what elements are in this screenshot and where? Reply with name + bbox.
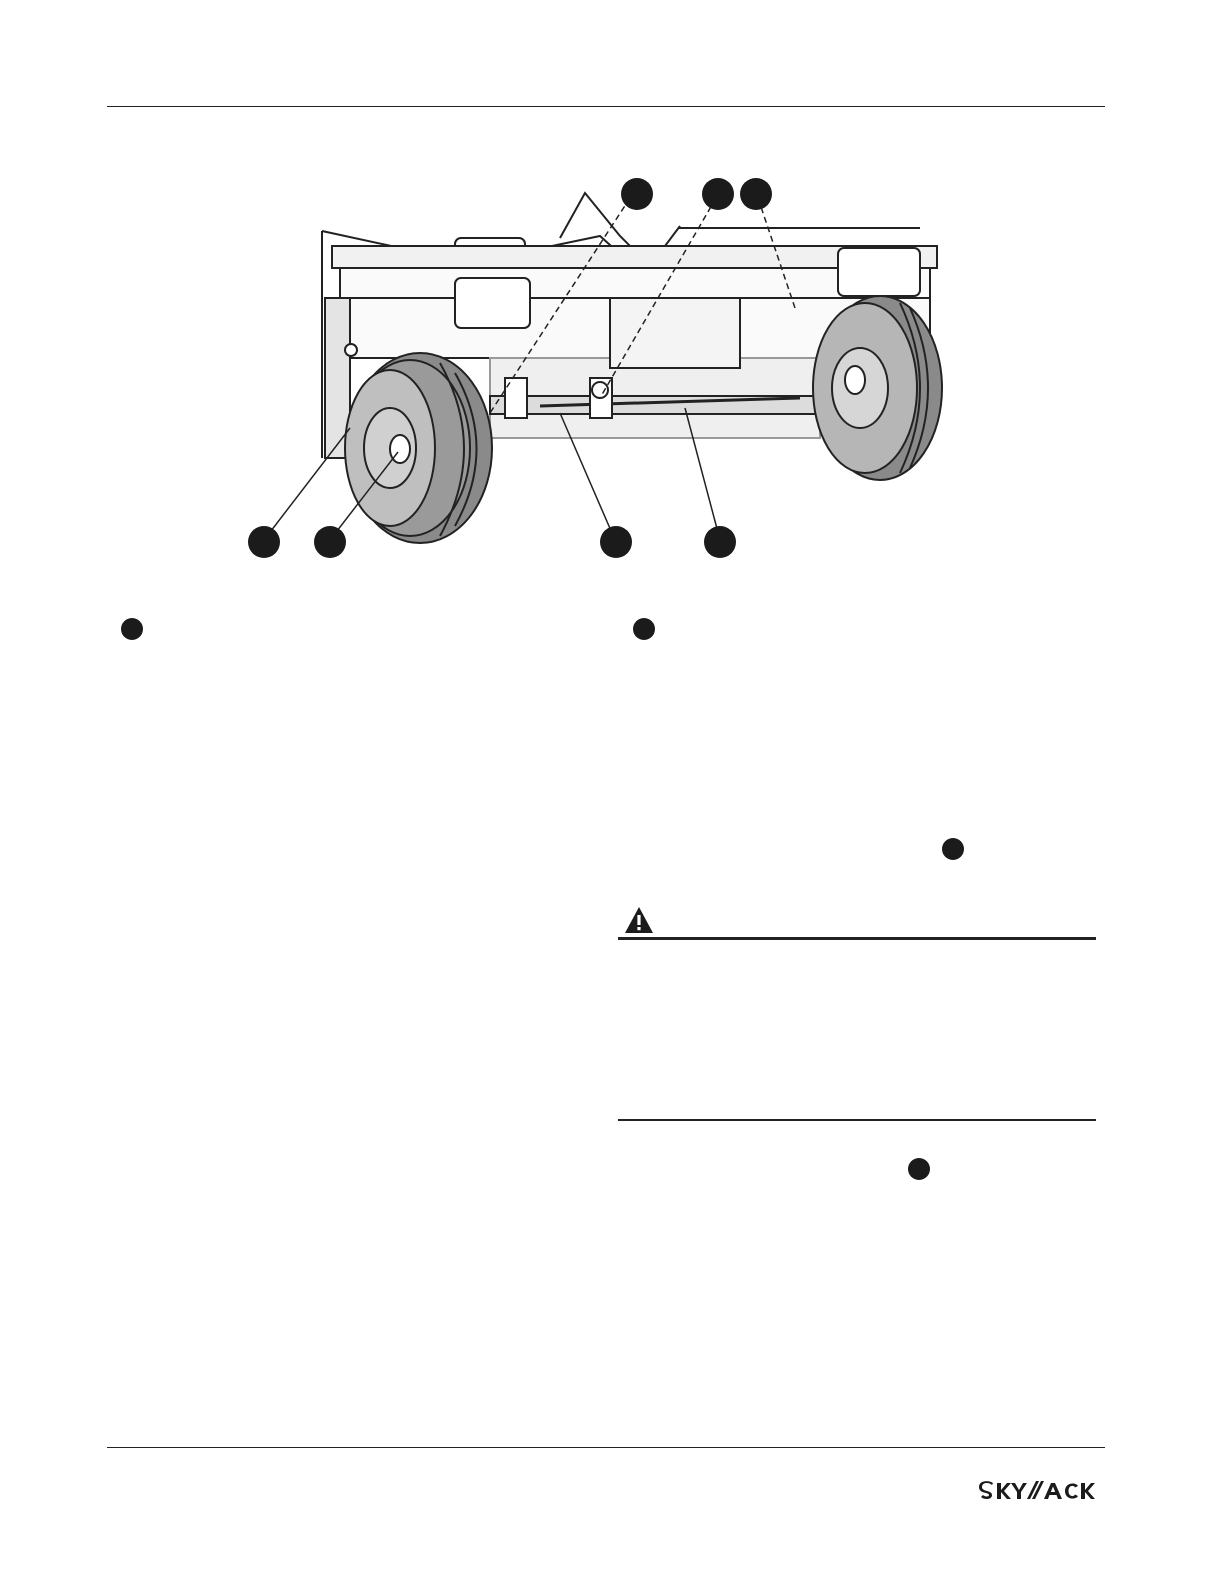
footer-rule <box>107 1447 1105 1448</box>
step-bullet-right <box>633 618 655 640</box>
header-rule <box>107 106 1105 107</box>
skyjack-logo <box>978 1478 1104 1502</box>
callout-bottom-4 <box>704 526 736 558</box>
right-wheel <box>813 296 942 480</box>
warning-block <box>618 906 1096 1124</box>
callout-top-3 <box>740 178 772 210</box>
callout-bottom-3 <box>600 526 632 558</box>
callout-bottom-1 <box>248 526 280 558</box>
warning-bottom-rule <box>618 1119 1096 1121</box>
warning-top-rule <box>618 937 1096 940</box>
warning-triangle-icon <box>624 906 654 934</box>
axle-illustration <box>240 168 960 568</box>
inline-callout-bullet <box>942 838 964 860</box>
step-bullet-left <box>121 618 143 640</box>
callout-top-1 <box>621 178 653 210</box>
inline-callout-bullet <box>908 1158 930 1180</box>
callout-bottom-2 <box>314 526 346 558</box>
left-wheel <box>345 353 492 543</box>
callout-top-2 <box>702 178 734 210</box>
